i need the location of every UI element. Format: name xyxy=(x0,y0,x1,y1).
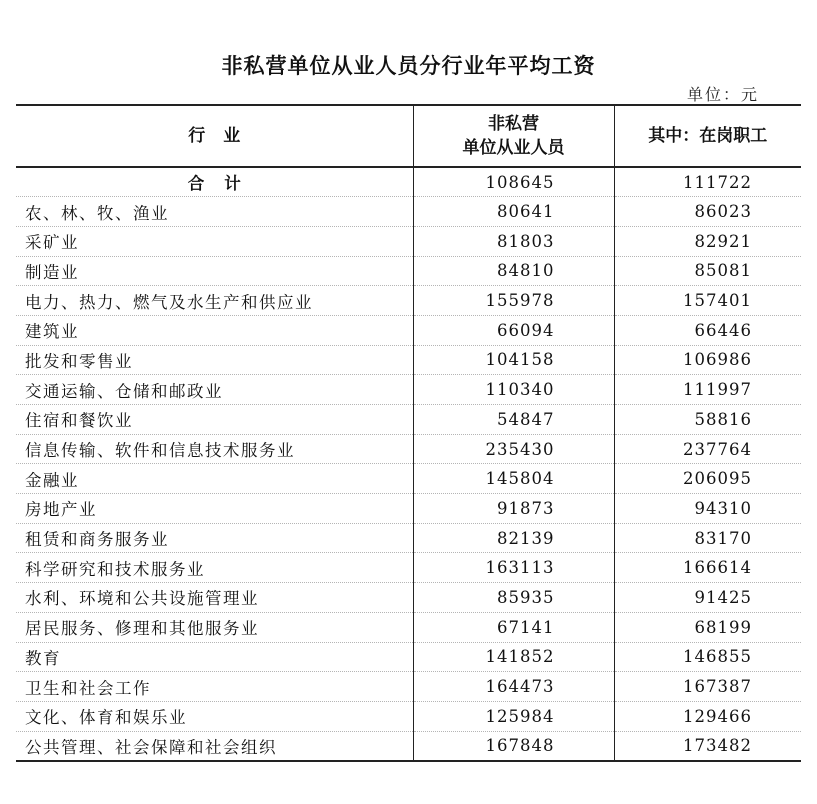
row-industry: 居民服务、修理和其他服务业 xyxy=(16,612,413,642)
header-row xyxy=(16,105,801,167)
table-row xyxy=(16,197,801,227)
header-non-private-line1: 非私营 xyxy=(488,114,539,134)
table-row xyxy=(16,434,801,464)
table-row xyxy=(16,226,801,256)
header-industry: 行业 xyxy=(16,105,413,167)
row-non-private: 167848 xyxy=(413,731,614,761)
table-row xyxy=(16,464,801,494)
row-on-post: 82921 xyxy=(614,226,801,256)
total-on-post: 111722 xyxy=(614,167,801,197)
row-non-private: 82139 xyxy=(413,523,614,553)
row-non-private: 91873 xyxy=(413,494,614,524)
row-non-private: 104158 xyxy=(413,345,614,375)
table-header xyxy=(16,105,801,167)
row-non-private: 141852 xyxy=(413,642,614,672)
row-on-post: 66446 xyxy=(614,315,801,345)
header-on-post: 其中：在岗职工 xyxy=(614,105,801,167)
table-body xyxy=(16,167,801,761)
row-on-post: 83170 xyxy=(614,523,801,553)
row-on-post: 157401 xyxy=(614,286,801,316)
row-industry: 交通运输、仓储和邮政业 xyxy=(16,375,413,405)
row-non-private: 155978 xyxy=(413,286,614,316)
row-industry: 建筑业 xyxy=(16,315,413,345)
row-on-post: 106986 xyxy=(614,345,801,375)
row-industry: 教育 xyxy=(16,642,413,672)
row-on-post: 146855 xyxy=(614,642,801,672)
row-non-private: 66094 xyxy=(413,315,614,345)
table-row xyxy=(16,731,801,761)
row-on-post: 129466 xyxy=(614,701,801,731)
row-industry: 卫生和社会工作 xyxy=(16,672,413,702)
header-non-private xyxy=(413,105,614,167)
table-row xyxy=(16,315,801,345)
total-label: 合计 xyxy=(16,167,413,197)
header-non-private-line2: 单位从业人员 xyxy=(462,138,565,158)
total-non-private: 108645 xyxy=(413,167,614,197)
row-on-post: 166614 xyxy=(614,553,801,583)
row-non-private: 80641 xyxy=(413,197,614,227)
row-on-post: 68199 xyxy=(614,612,801,642)
row-non-private: 163113 xyxy=(413,553,614,583)
table-row xyxy=(16,494,801,524)
row-industry: 农、林、牧、渔业 xyxy=(16,197,413,227)
table-row xyxy=(16,583,801,613)
table-row xyxy=(16,612,801,642)
row-industry: 批发和零售业 xyxy=(16,345,413,375)
row-industry: 房地产业 xyxy=(16,494,413,524)
row-industry: 金融业 xyxy=(16,464,413,494)
row-on-post: 167387 xyxy=(614,672,801,702)
document-title: 非私营单位从业人员分行业年平均工资 xyxy=(221,54,596,78)
table-row xyxy=(16,256,801,286)
unit-label: 单位：元 xyxy=(686,85,759,104)
table-row xyxy=(16,405,801,435)
table-row xyxy=(16,672,801,702)
row-non-private: 110340 xyxy=(413,375,614,405)
row-industry: 电力、热力、燃气及水生产和供应业 xyxy=(16,286,413,316)
row-non-private: 54847 xyxy=(413,405,614,435)
row-industry: 文化、体育和娱乐业 xyxy=(16,701,413,731)
row-non-private: 67141 xyxy=(413,612,614,642)
row-on-post: 173482 xyxy=(614,731,801,761)
table-row xyxy=(16,523,801,553)
row-industry: 住宿和餐饮业 xyxy=(16,405,413,435)
row-non-private: 125984 xyxy=(413,701,614,731)
row-industry: 制造业 xyxy=(16,256,413,286)
row-industry: 科学研究和技术服务业 xyxy=(16,553,413,583)
table-row xyxy=(16,375,801,405)
row-on-post: 91425 xyxy=(614,583,801,613)
wage-table xyxy=(16,104,801,762)
table-row xyxy=(16,345,801,375)
row-on-post: 58816 xyxy=(614,405,801,435)
row-non-private: 145804 xyxy=(413,464,614,494)
row-non-private: 84810 xyxy=(413,256,614,286)
row-industry: 租赁和商务服务业 xyxy=(16,523,413,553)
total-row xyxy=(16,167,801,197)
table-row xyxy=(16,286,801,316)
row-on-post: 237764 xyxy=(614,434,801,464)
row-industry: 采矿业 xyxy=(16,226,413,256)
table-row xyxy=(16,701,801,731)
row-on-post: 206095 xyxy=(614,464,801,494)
row-non-private: 81803 xyxy=(413,226,614,256)
row-industry: 水利、环境和公共设施管理业 xyxy=(16,583,413,613)
row-on-post: 94310 xyxy=(614,494,801,524)
row-industry: 信息传输、软件和信息技术服务业 xyxy=(16,434,413,464)
row-non-private: 235430 xyxy=(413,434,614,464)
row-on-post: 86023 xyxy=(614,197,801,227)
table-row xyxy=(16,642,801,672)
row-non-private: 164473 xyxy=(413,672,614,702)
row-on-post: 85081 xyxy=(614,256,801,286)
row-on-post: 111997 xyxy=(614,375,801,405)
table-row xyxy=(16,553,801,583)
row-non-private: 85935 xyxy=(413,583,614,613)
row-industry: 公共管理、社会保障和社会组织 xyxy=(16,731,413,761)
